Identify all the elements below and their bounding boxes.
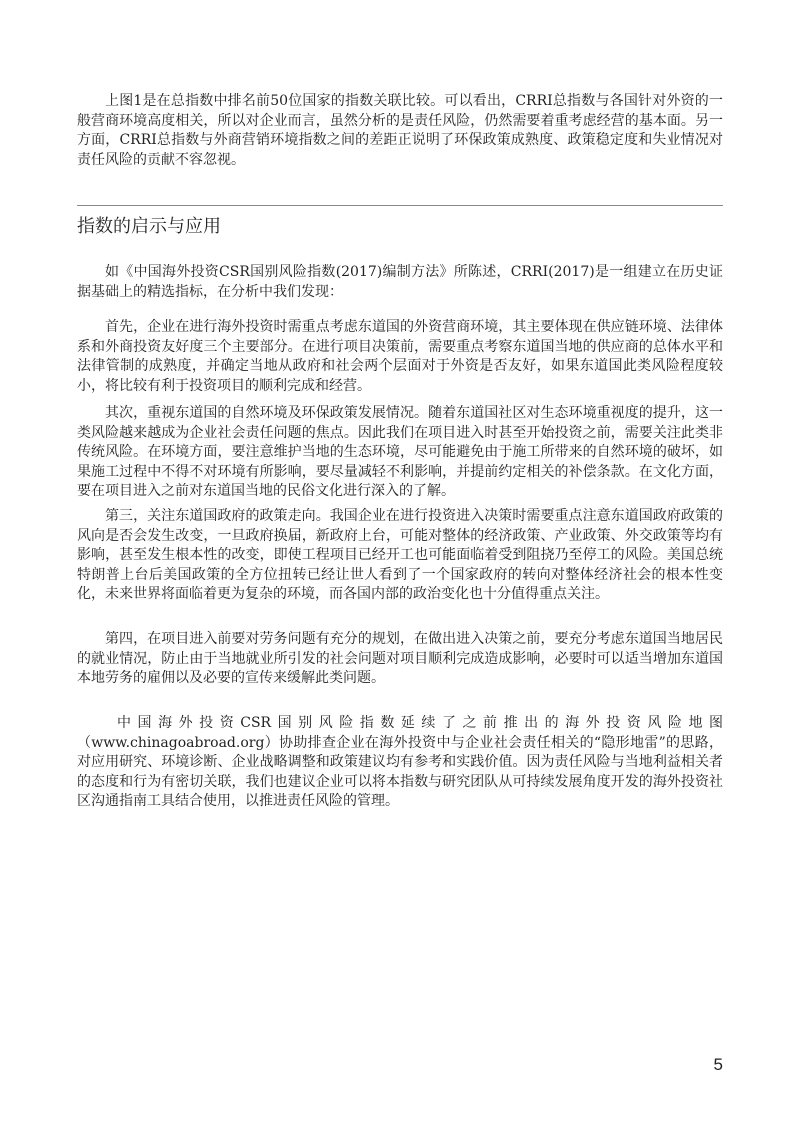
section-divider xyxy=(77,205,723,206)
body-paragraph-first: 首先，企业在进行海外投资时需重点考虑东道国的外资营商环境，其主要体现在供应链环境、法律体系和外商投资友好度三个主要部分。在进行项目决策前，需要重点考察东道国当地的供应商的总体水平和法律管制的成熟度，并确定当地从政府和社会两个层面对于外资是否友好，如果东道国此类风险程度较小，将比较有利于投资项目的顺利完成和经营。 xyxy=(77,319,723,394)
intro-paragraph: 上图1是在总指数中排名前50位国家的指数关联比较。可以看出，CRRI总指数与各国针对外资的一般营商环境高度相关，所以对企业而言，虽然分析的是责任风险，仍然需要着重考虑经营的基本面。另一方面，CRRI总指数与外商营销环境指数之间的差距正说明了环保政策成熟度、政策稳定度和失业情况对责任风险的贡献不容忽视。 xyxy=(77,93,723,168)
body-paragraph-fourth: 第四，在项目进入前要对劳务问题有充分的规划，在做出进入决策之前，要充分考虑东道国当地居民的就业情况，防止由于当地就业所引发的社会问题对项目顺利完成造成影响，必要时可以适当增加东道国本地劳务的雇佣以及必要的宣传来缓解此类问题。 xyxy=(77,631,723,686)
page-number: 5 xyxy=(713,1055,723,1074)
closing-paragraph: 中国海外投资CSR国别风险指数延续了之前推出的海外投资风险地图（www.chinagoabroad.org）协助排查企业在海外投资中与企业社会责任相关的“隐形地雷”的思路，对应用研究、环境诊断、企业战略调整和政策建议均有参考和实践价值。因为责任风险与当地利益相关者的态度和行为有密切关联，我们也建议企业可以将本指数与研究团队从可持续发展角度开发的海外投资社区沟通指南工具结合使用，以推进责任风险的管理。 xyxy=(77,715,723,809)
body-paragraph-third: 第三，关注东道国政府的政策走向。我国企业在进行投资进入决策时需要重点注意东道国政府政策的风向是否会发生改变，一旦政府换届，新政府上台，可能对整体的经济政策、产业政策、外交政策等均有影响，甚至发生根本性的改变，即使工程项目已经开工也可能面临着受到阻挠乃至停工的风险。美国总统特朗普上台后美国政策的全方位扭转已经让世人看到了一个国家政府的转向对整体经济社会的根本性变化，未来世界将面临着更为复杂的环境，而各国内部的政治变化也十分值得重点关注。 xyxy=(77,508,723,602)
body-paragraph-second: 其次，重视东道国的自然环境及环保政策发展情况。随着东道国社区对生态环境重视度的提升，这一类风险越来越成为企业社会责任问题的焦点。因此我们在项目进入时甚至开始投资之前，需要关注此类非传统风险。在环境方面，要注意维护当地的生态环境，尽可能避免由于施工所带来的自然环境的破坏，如果施工过程中不得不对环境有所影响，要尽量减轻不利影响，并提前约定相关的补偿条款。在文化方面，要在项目进入之前对东道国当地的民俗文化进行深入的了解。 xyxy=(77,405,723,499)
body-paragraph-method: 如《中国海外投资CSR国别风险指数(2017)编制方法》所陈述，CRRI(2017)是一组建立在历史证据基础上的精选指标，在分析中我们发现： xyxy=(77,264,723,300)
section-heading: 指数的启示与应用 xyxy=(77,216,221,237)
